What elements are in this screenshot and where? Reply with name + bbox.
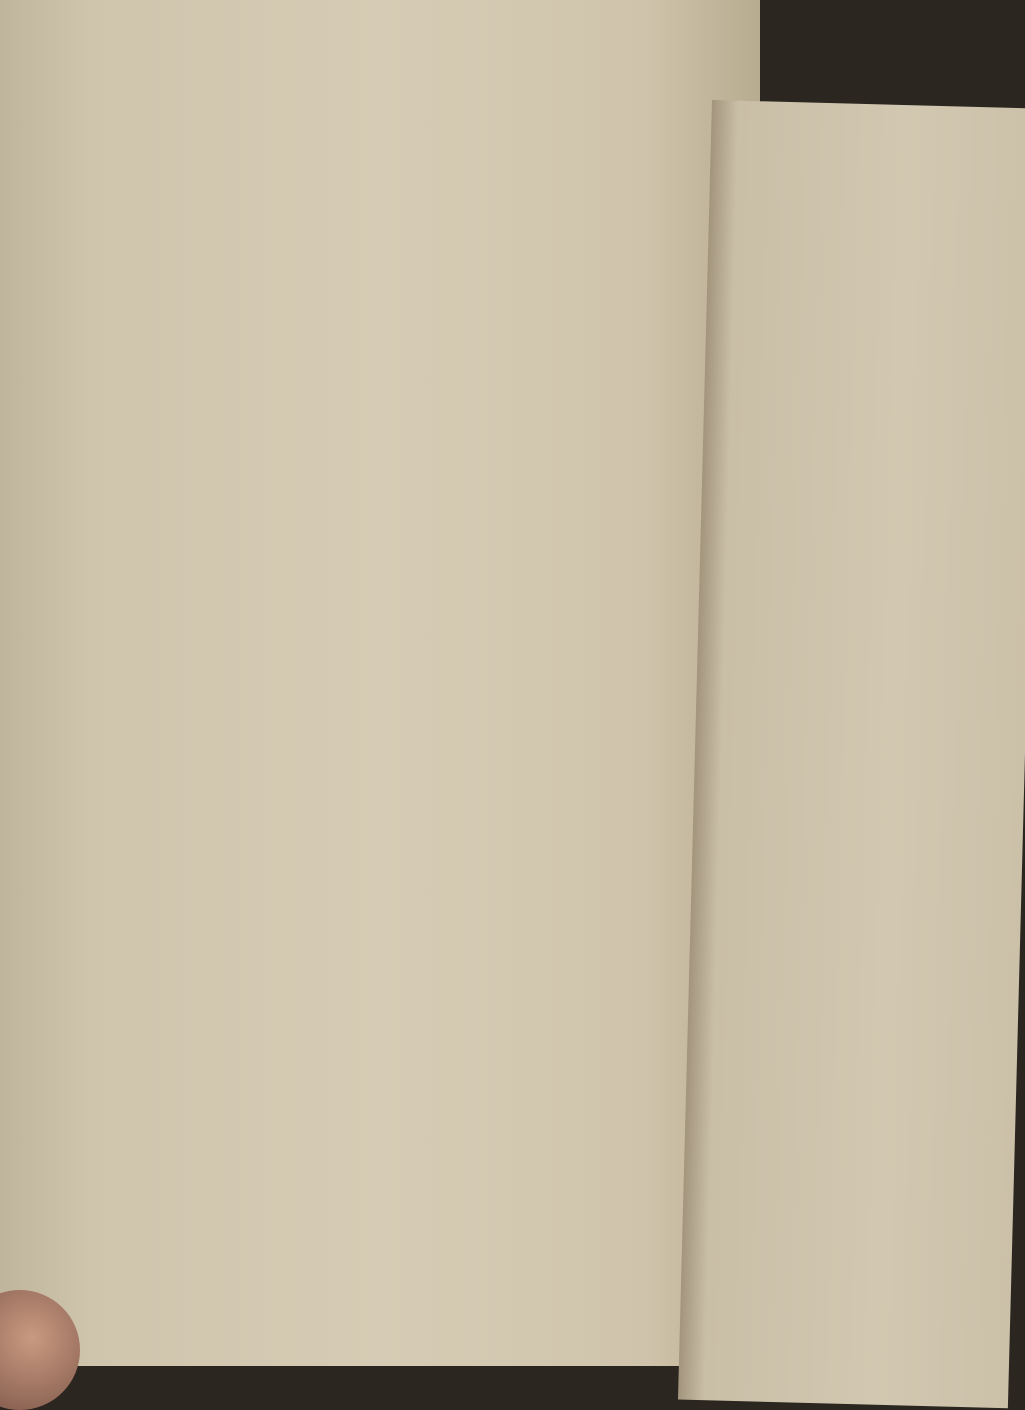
right-group-2 (759, 197, 1025, 205)
right-chapter-3-title (934, 208, 1025, 211)
right-group-3 (759, 203, 1025, 211)
right-group-1 (759, 197, 1025, 205)
toc-top-entries (94, 94, 744, 103)
right-chapter-2-title (964, 203, 1025, 205)
right-book-page (678, 100, 1025, 1408)
left-page-content (94, 50, 745, 103)
right-running-head (975, 167, 1025, 169)
right-trailing (759, 203, 1025, 211)
toc-chapters (94, 94, 744, 103)
right-chapter-2-num (994, 203, 1025, 205)
right-page-content (759, 161, 1025, 211)
page-header (95, 50, 745, 59)
